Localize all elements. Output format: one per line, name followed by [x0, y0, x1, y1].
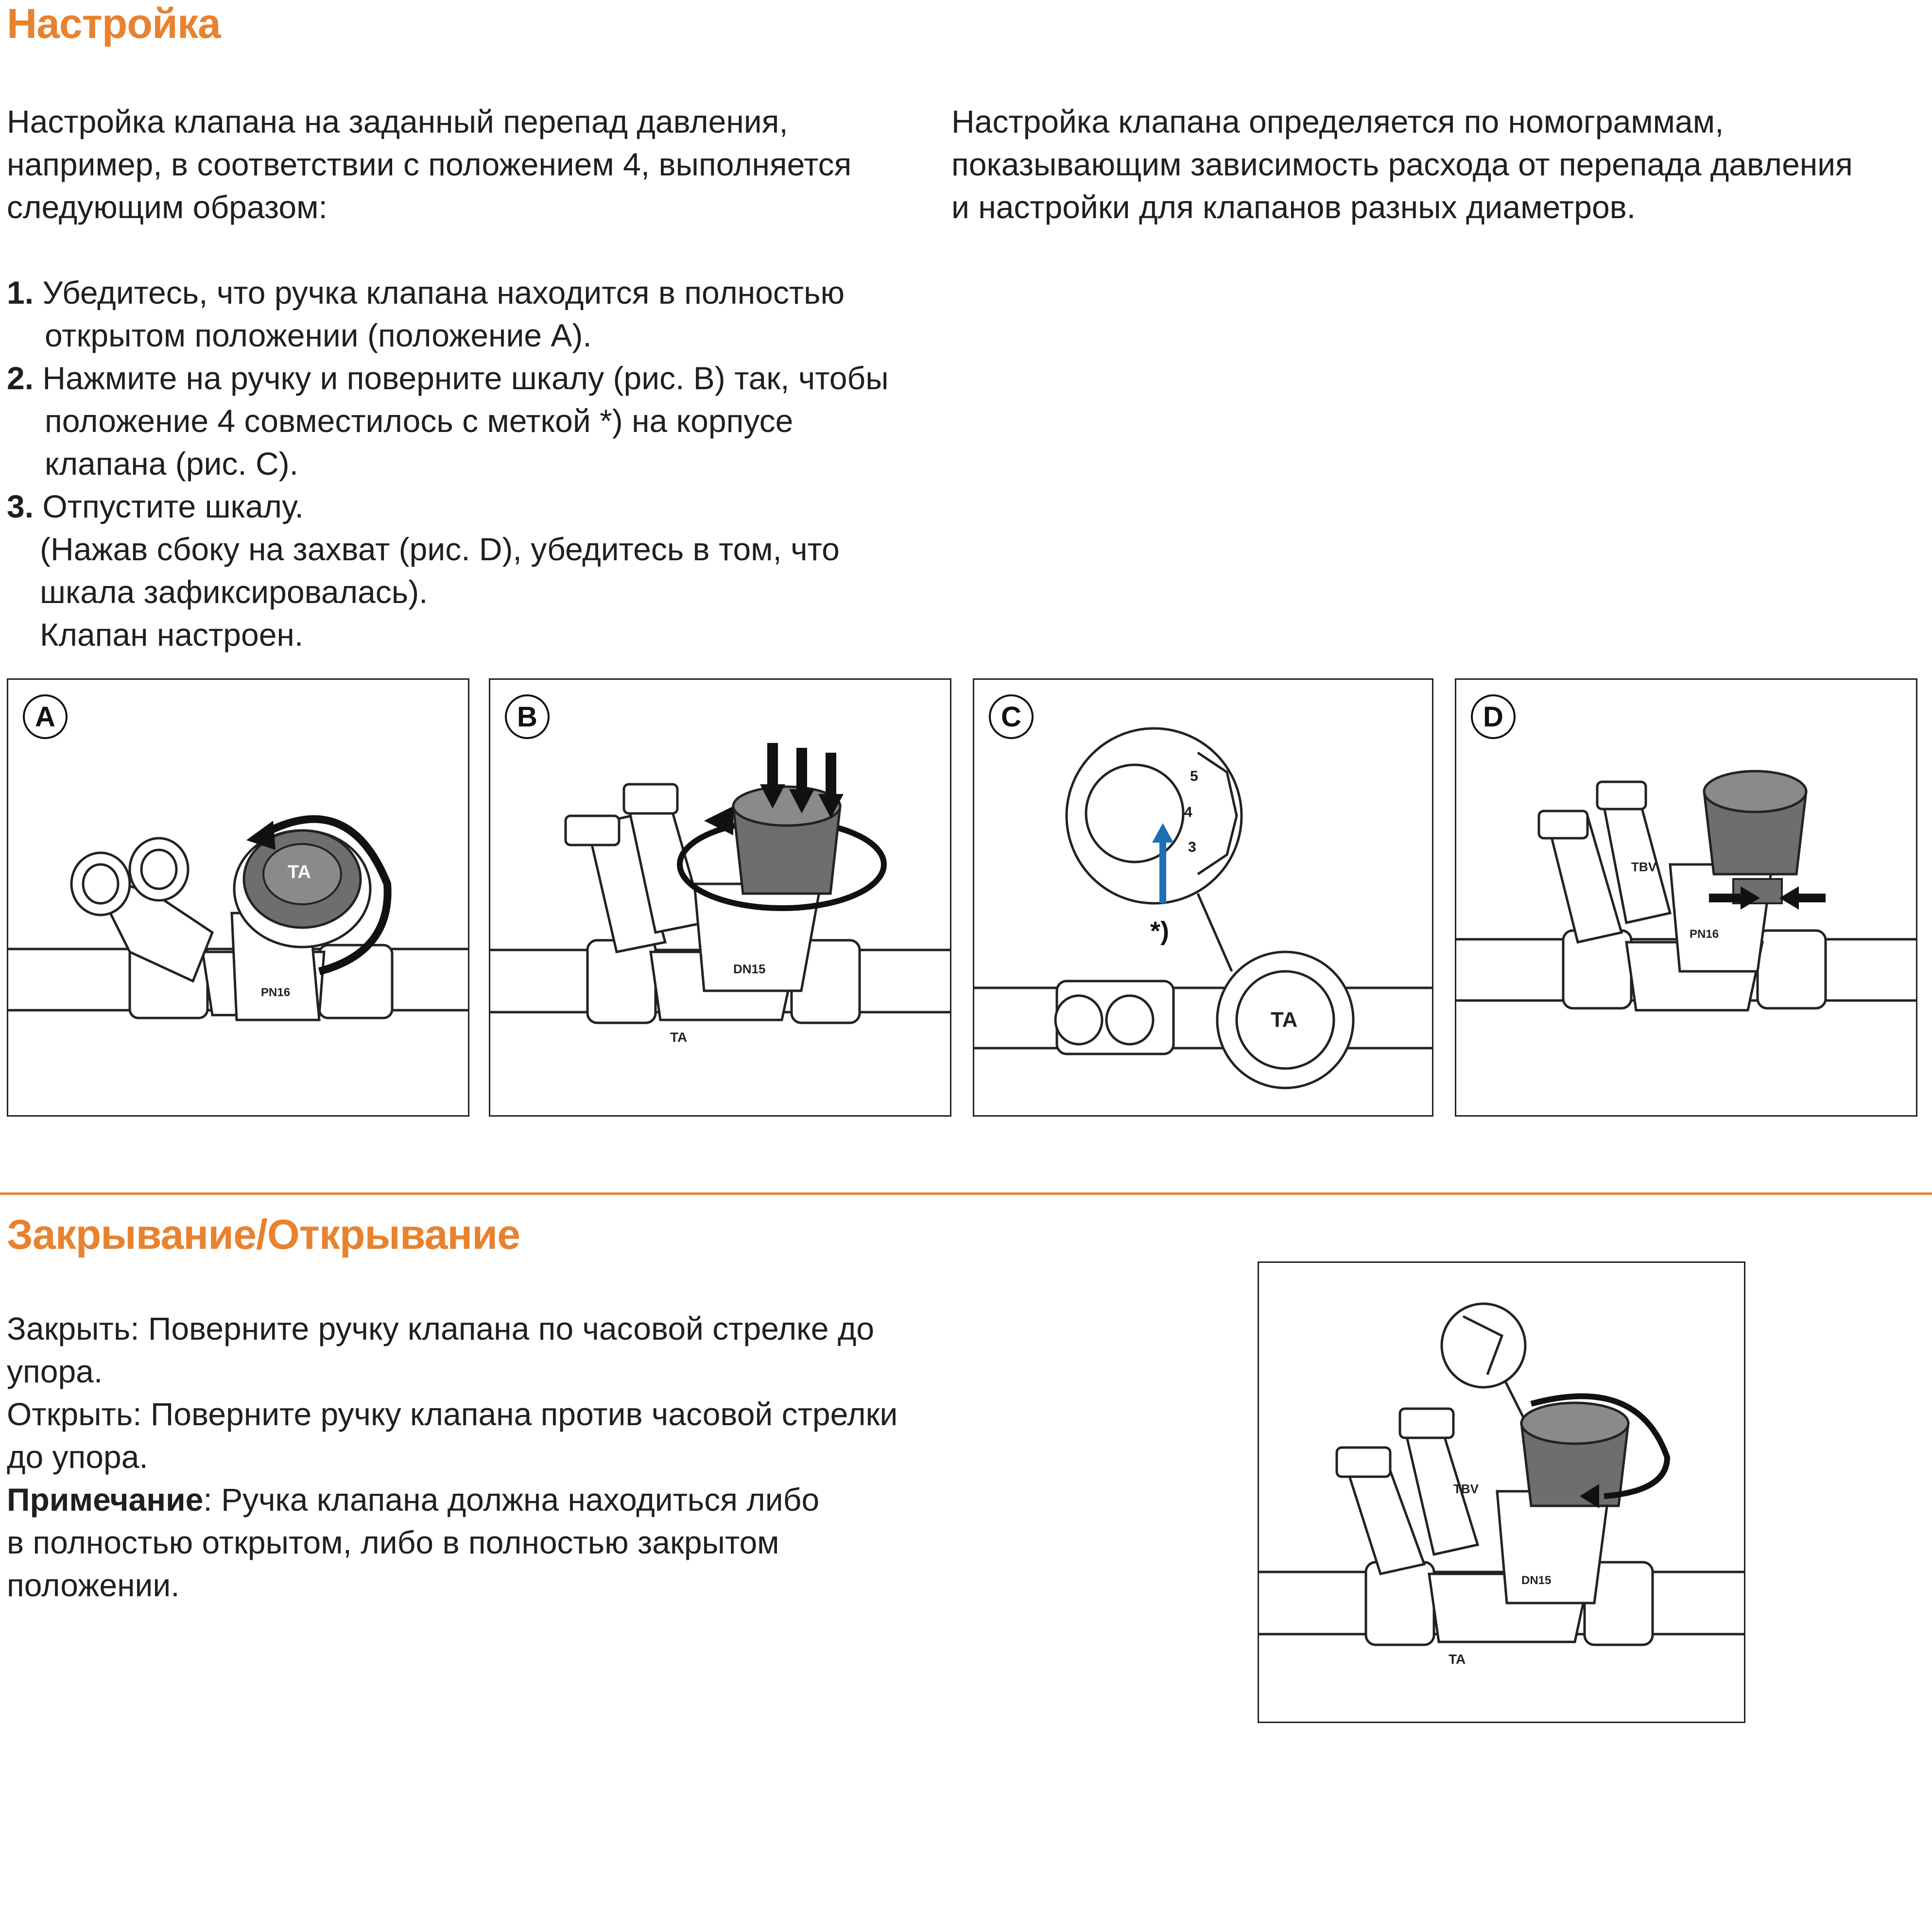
- figure-label: D: [1471, 694, 1516, 739]
- step-1: [7, 271, 889, 314]
- step-number: 3.: [7, 488, 34, 524]
- dn-mark: DN15: [733, 962, 766, 976]
- figure-a: [7, 678, 469, 1117]
- intro-right-line: и настройки для клапанов разных диаметров.: [951, 189, 1636, 225]
- setup-intro-left: [7, 100, 851, 228]
- valve-illustration-d: [1456, 680, 1917, 1117]
- model-mark: TBV: [1631, 860, 1656, 874]
- setup-intro-right: [951, 100, 1853, 228]
- close-instruction: упора.: [7, 1353, 103, 1389]
- step-text: клапана (рис. С).: [45, 446, 298, 482]
- valve-illustration-a: [8, 680, 469, 1117]
- dn-mark: DN15: [1521, 1574, 1552, 1587]
- step-text: Убедитесь, что ручка клапана находится в полностью: [42, 275, 845, 310]
- figure-b: [489, 678, 951, 1117]
- pn-mark: PN16: [261, 986, 291, 999]
- note-text: : Ручка клапана должна находиться либо: [203, 1482, 820, 1518]
- step-text: Отпустите шкалу.: [42, 488, 304, 524]
- brand-mark: TA: [1449, 1652, 1466, 1667]
- step-note: шкала зафиксировалась).: [40, 574, 428, 610]
- scale-number: 3: [1188, 839, 1196, 855]
- intro-left-line: Настройка клапана на заданный перепад давления,: [7, 104, 788, 139]
- step-text: открытом положении (положение А).: [45, 317, 592, 353]
- step-2: [7, 357, 889, 399]
- step-text: положение 4 совместилось с меткой *) на корпусе: [45, 403, 794, 439]
- note-text: положении.: [7, 1567, 180, 1603]
- valve-illustration-close-open: [1259, 1263, 1745, 1723]
- section-divider: [0, 1192, 1932, 1195]
- figure-label: B: [505, 694, 550, 739]
- step-number: 2.: [7, 360, 34, 396]
- push-arrows-icon: [760, 743, 844, 818]
- step-number: 1.: [7, 275, 34, 310]
- closing-heading: Закрывание/Открывание: [7, 1211, 520, 1258]
- brand-mark: TA: [288, 862, 311, 882]
- valve-illustration-b: [490, 680, 951, 1117]
- step-note: (Нажав сбоку на захват (рис. D), убедитесь в том, что: [40, 531, 840, 567]
- figure-c: [973, 678, 1433, 1117]
- note-label: Примечание: [7, 1482, 204, 1518]
- open-instruction: Открыть: Поверните ручку клапана против часовой стрелки: [7, 1396, 898, 1432]
- scale-number: 4: [1184, 804, 1192, 820]
- note: [7, 1478, 897, 1521]
- setup-heading: Настройка: [7, 0, 221, 47]
- note-text: в полностью открытом, либо в полностью закрытом: [7, 1524, 779, 1560]
- brand-mark: TA: [1271, 1008, 1298, 1032]
- close-instruction: Закрыть: Поверните ручку клапана по часовой стрелке до: [7, 1311, 875, 1346]
- model-mark: TBV: [1453, 1482, 1479, 1496]
- intro-right-line: показывающим зависимость расхода от перепада давления: [951, 146, 1853, 182]
- step-note: Клапан настроен.: [40, 617, 304, 653]
- scale-number: 5: [1190, 768, 1198, 784]
- valve-illustration-c: [974, 680, 1433, 1117]
- figure-close-open: [1258, 1261, 1745, 1723]
- pn-mark: PN16: [1690, 928, 1719, 941]
- brand-mark: TA: [670, 1030, 688, 1045]
- intro-right-line: Настройка клапана определяется по номограммам,: [951, 104, 1724, 139]
- figure-label: A: [23, 694, 68, 739]
- figure-d: [1455, 678, 1917, 1117]
- intro-left-line: следующим образом:: [7, 189, 328, 225]
- intro-left-line: например, в соответствии с положением 4, выполняется: [7, 146, 852, 182]
- figure-label: C: [989, 694, 1034, 739]
- setting-mark-label: *): [1150, 916, 1169, 946]
- open-instruction: до упора.: [7, 1439, 148, 1475]
- knob-icon: [1521, 1403, 1628, 1506]
- step-text: Нажмите на ручку и поверните шкалу (рис. В) так, чтобы: [42, 360, 889, 396]
- setup-steps: [7, 271, 889, 656]
- knob-icon: [234, 830, 370, 947]
- closing-text: [7, 1307, 897, 1606]
- step-3: [7, 485, 889, 528]
